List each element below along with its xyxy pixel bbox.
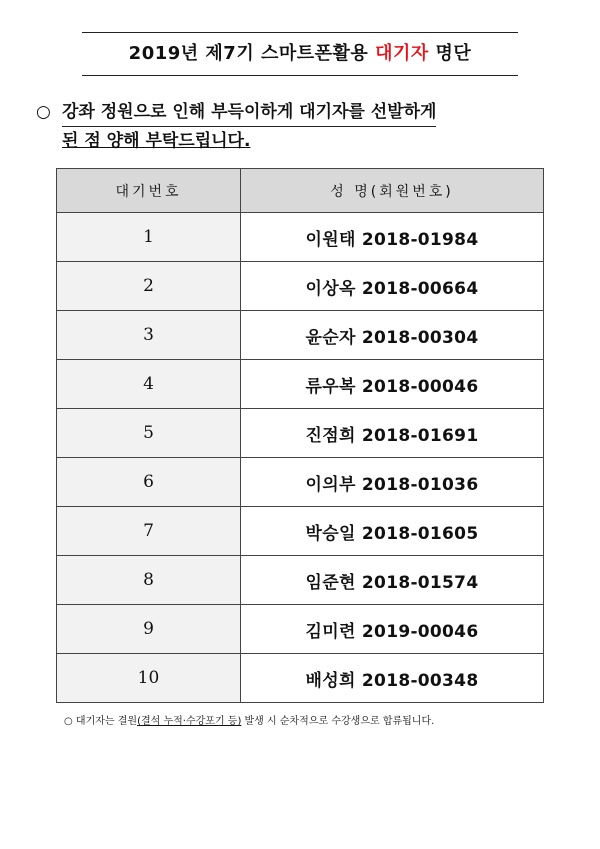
member-entry: 김미련 2019-00046 [241, 605, 544, 654]
page-title [82, 32, 518, 76]
member-entry: 배성희 2018-00348 [241, 654, 544, 703]
member-entry: 류우복 2018-00046 [241, 360, 544, 409]
member-entry: 이의부 2018-01036 [241, 458, 544, 507]
wait-number: 1 [57, 213, 241, 262]
title-suffix: 명단 [428, 43, 472, 64]
header-name-member-id: 성 명(회원번호) [241, 169, 544, 213]
member-entry: 진점희 2018-01691 [241, 409, 544, 458]
wait-number: 3 [57, 311, 241, 360]
title-accent: 대기자 [375, 43, 429, 64]
circle-bullet-icon: ○ [64, 716, 73, 727]
member-entry: 이원태 2018-01984 [241, 213, 544, 262]
table-row [57, 458, 544, 507]
member-entry: 윤순자 2018-00304 [241, 311, 544, 360]
table-row [57, 311, 544, 360]
notice [36, 98, 556, 155]
table-row [57, 409, 544, 458]
member-entry: 이상옥 2018-00664 [241, 262, 544, 311]
footnote-text-after: 발생 시 순차적으로 수강생으로 합류됩니다. [241, 716, 435, 727]
wait-number: 2 [57, 262, 241, 311]
table-row [57, 654, 544, 703]
member-entry: 임준현 2018-01574 [241, 556, 544, 605]
footnote-text-before: 대기자는 결원 [72, 716, 138, 727]
footnote [64, 712, 544, 727]
table-row [57, 262, 544, 311]
wait-number: 6 [57, 458, 241, 507]
wait-number: 7 [57, 507, 241, 556]
circle-bullet-icon: ○ [36, 102, 51, 122]
wait-number: 5 [57, 409, 241, 458]
table-row [57, 556, 544, 605]
member-entry: 박승일 2018-01605 [241, 507, 544, 556]
header-wait-number: 대기번호 [57, 169, 241, 213]
table-row [57, 605, 544, 654]
notice-line-1 [36, 98, 556, 127]
table-header-row [57, 169, 544, 213]
wait-number: 9 [57, 605, 241, 654]
table-row [57, 360, 544, 409]
footnote-text-underlined: (결석 누적·수강포기 등) [137, 716, 242, 727]
title-prefix: 2019년 제7기 스마트폰활용 [128, 43, 376, 64]
waitlist-table [56, 168, 544, 703]
table-row [57, 507, 544, 556]
wait-number: 4 [57, 360, 241, 409]
wait-number: 10 [57, 654, 241, 703]
wait-number: 8 [57, 556, 241, 605]
notice-text-2: 된 점 양해 부탁드립니다. [62, 131, 251, 151]
table-row [57, 213, 544, 262]
notice-text-1: 강좌 정원으로 인해 부득이하게 대기자를 선발하게 [62, 98, 436, 127]
